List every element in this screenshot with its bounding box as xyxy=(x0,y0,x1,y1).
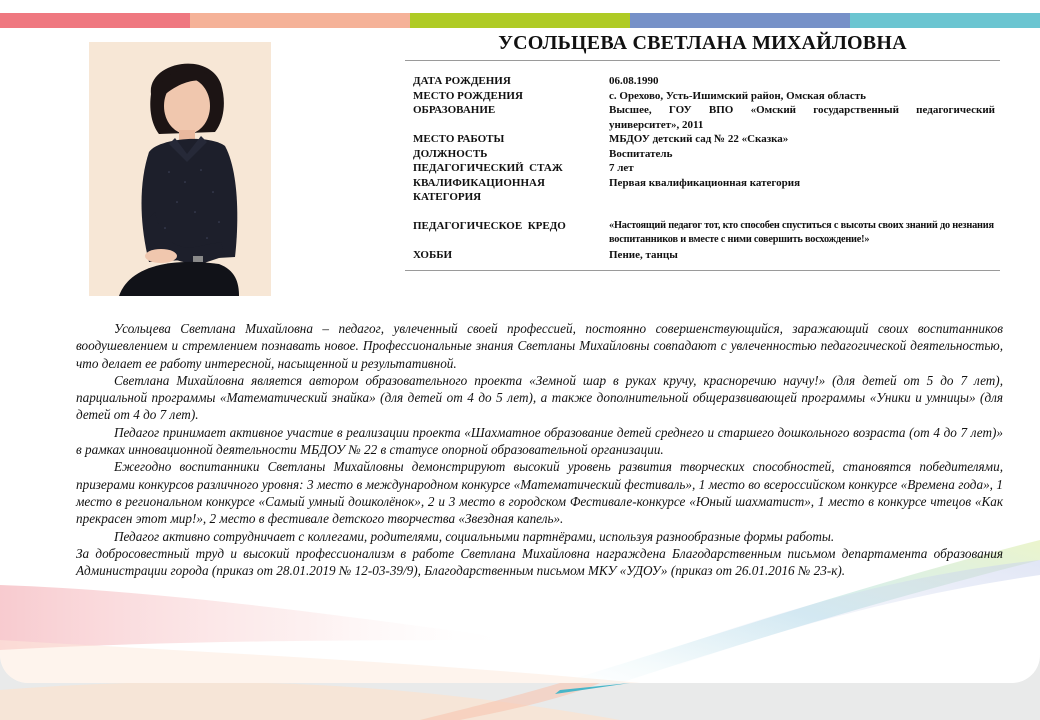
divider-top xyxy=(405,60,1000,61)
bio-paragraph: Педагог активно сотрудничает с коллегами, родителями, социальными партнёрами, используя разнообразные формы работы. xyxy=(114,528,835,544)
info-label: МЕСТО РОЖДЕНИЯ xyxy=(413,89,523,102)
portrait-illustration xyxy=(89,42,271,296)
info-row-hobby xyxy=(413,248,995,263)
color-bar-segment xyxy=(0,13,190,28)
profile-info-table xyxy=(413,74,995,262)
info-label: ДОЛЖНОСТЬ xyxy=(413,147,488,160)
decorative-color-bar xyxy=(0,13,1040,28)
info-value: Пение, танцы xyxy=(609,248,678,261)
info-row-credo xyxy=(413,219,995,248)
divider-bottom xyxy=(405,270,1000,271)
info-label: ПЕДАГОГИЧЕСКИЙ СТАЖ xyxy=(413,162,563,174)
info-row-workplace xyxy=(413,132,995,147)
biography-text xyxy=(76,320,1003,579)
info-row-position xyxy=(413,147,995,162)
info-value: «Настоящий педагог тот, кто способен спуститься с высоты своих знаний до незнания воспитанников и вместе с ними совершить восхождение!» xyxy=(609,219,994,245)
color-bar-segment xyxy=(410,13,630,28)
bio-paragraph: За добросовестный труд и высокий профессионализм в работе Светлана Михайловна награждена Благодарственным письмом департамента образования Администрации города (приказ от 28.01.2019 № 12-03-39/9), Благодарственным письмом МКУ «УДОУ» (приказ от 26.01.2016 № 23-к). xyxy=(76,545,1003,579)
color-bar-segment xyxy=(630,13,850,28)
color-bar-segment xyxy=(850,13,1040,28)
info-value: МБДОУ детский сад № 22 «Сказка» xyxy=(609,133,789,145)
bio-paragraph: Усольцева Светлана Михайловна – педагог, увлеченный своей профессией, постоянно совершенствующийся, заражающий своих воспитанников воодушевлением и стремлением познавать новое. Профессиональные знания Светланы Михайловны совпадают с увлеченностью педагогической деятельностью, что делает ее работу интересной, насыщенной и результативной. xyxy=(76,321,1003,371)
info-value: Первая квалификационная категория xyxy=(609,176,801,189)
info-value: Воспитатель xyxy=(609,147,673,160)
info-label: ДАТА РОЖДЕНИЯ xyxy=(413,75,511,87)
info-row-birth-place xyxy=(413,89,995,104)
bio-paragraph: Светлана Михайловна является автором образовательного проекта «Земной шар в руках кручу, красноречию научу!» (для детей от 5 до 7 лет), парциальной программы «Математический знайка» (для детей от 4 до 5 лет), а также дополнительной общеразвивающей программы «Уники и умницы» (для детей от 4 до 7 лет). xyxy=(76,372,1003,423)
color-bar-segment xyxy=(190,13,410,28)
info-label: КВАЛИФИКАЦИОННАЯ КАТЕГОРИЯ xyxy=(413,176,545,203)
info-row-birth-date xyxy=(413,74,995,89)
info-value: Высшее, ГОУ ВПО «Омский государственный педагогический университет», 2011 xyxy=(609,104,995,131)
info-label: ПЕДАГОГИЧЕСКОЕ КРЕДО xyxy=(413,219,566,232)
info-value: с. Орехово, Усть-Ишимский район, Омская область xyxy=(609,89,866,102)
info-row-qualification xyxy=(413,176,995,205)
bio-paragraph: Педагог принимает активное участие в реализации проекта «Шахматное образование детей среднего и старшего дошкольного возраста (от 4 до 7 лет)» в рамках инновационной деятельности МБДОУ № 22 в статусе опорной образовательной организации. xyxy=(76,424,1003,458)
bio-paragraph: Ежегодно воспитанники Светланы Михайловны демонстрируют высокий уровень развития творческих способностей, становятся победителями, призерами конкурсов различного уровня: 3 место в международном конкурсе «Математический фестиваль», 1 место во всероссийском конкурсе «Времена года», 1 место в региональном конкурсе «Самый умный дошколёнок», 2 и 3 место в городском Фестивале-конкурсе «Юный шахматист», 1 место в конкурсе чтецов «Как прекрасен этот мир!», 2 место в фестивале детского творчества «Звездная капель». xyxy=(76,459,1003,527)
info-label: ХОББИ xyxy=(413,248,453,261)
info-row-education xyxy=(413,103,995,132)
info-label: МЕСТО РАБОТЫ xyxy=(413,133,505,145)
info-label: ОБРАЗОВАНИЕ xyxy=(413,104,496,116)
info-value: 06.08.1990 xyxy=(609,75,659,87)
person-name-title: УСОЛЬЦЕВА СВЕТЛАНА МИХАЙЛОВНА xyxy=(498,32,907,54)
info-row-experience xyxy=(413,161,995,176)
profile-photo xyxy=(89,42,271,296)
info-value: 7 лет xyxy=(609,162,634,174)
